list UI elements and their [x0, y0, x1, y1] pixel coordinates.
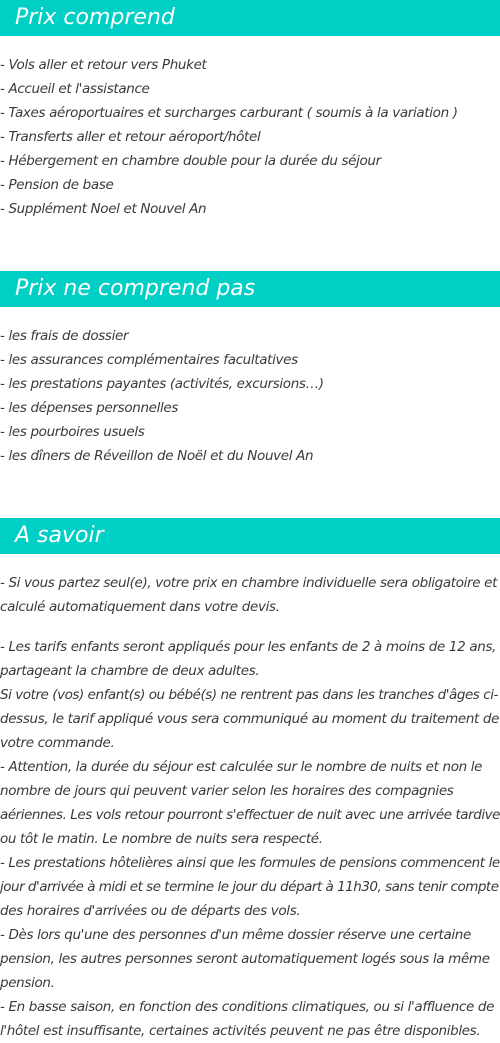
info-line: - Les prestations hôtelières ainsi que les formules de pensions commencent le: [0, 855, 500, 871]
list-item: - Taxes aéroportuaires et surcharges carburant ( soumis à la variation ): [0, 105, 458, 121]
list-item: - Pension de base: [0, 177, 114, 193]
info-line: jour d'arrivée à midi et se termine le jour du départ à 11h30, sans tenir compte: [0, 879, 499, 895]
included-list: [0, 53, 500, 221]
info-line: Si votre (vos) enfant(s) ou bébé(s) ne rentrent pas dans les tranches d'âges ci-: [0, 687, 498, 703]
list-item: - les assurances complémentaires facultatives: [0, 352, 298, 368]
info-line: - Si vous partez seul(e), votre prix en chambre individuelle sera obligatoire et: [0, 575, 498, 591]
section-header-a-savoir: [0, 518, 500, 554]
info-line: nombre de jours qui peuvent varier selon les horaires des compagnies: [0, 783, 454, 799]
info-line: l'hôtel est insuffisante, certaines activités peuvent ne pas être disponibles.: [0, 1023, 481, 1039]
info-line: - Les tarifs enfants seront appliqués pour les enfants de 2 à moins de 12 ans,: [0, 639, 497, 655]
info-line: dessus, le tarif appliqué vous sera communiqué au moment du traitement de: [0, 711, 500, 727]
list-item: - Hébergement en chambre double pour la durée du séjour: [0, 153, 381, 169]
info-line: - Attention, la durée du séjour est calculée sur le nombre de nuits et non le: [0, 759, 483, 775]
excluded-list: [0, 324, 500, 468]
info-line: pension.: [0, 975, 55, 991]
list-item: - Transferts aller et retour aéroport/hôtel: [0, 129, 261, 145]
info-line: - Dès lors qu'une des personnes d'un même dossier réserve une certaine: [0, 927, 471, 943]
info-line: calculé automatiquement dans votre devis.: [0, 599, 280, 615]
section-title: Prix ne comprend pas: [15, 276, 256, 301]
list-item: - Accueil et l'assistance: [0, 81, 150, 97]
info-line: votre commande.: [0, 735, 115, 751]
section-title: Prix comprend: [15, 5, 175, 30]
info-line: des horaires d'arrivées ou de départs des vols.: [0, 903, 301, 919]
info-line: - En basse saison, en fonction des conditions climatiques, ou si l'affluence de: [0, 999, 495, 1015]
info-line: partageant la chambre de deux adultes.: [0, 663, 260, 679]
list-item: - Supplément Noel et Nouvel An: [0, 201, 207, 217]
info-text-block: [0, 571, 500, 1043]
list-item: - les pourboires usuels: [0, 424, 145, 440]
list-item: - les prestations payantes (activités, excursions…): [0, 376, 324, 392]
list-item: - les frais de dossier: [0, 328, 129, 344]
info-line: aériennes. Les vols retour pourront s'effectuer de nuit avec une arrivée tardive: [0, 807, 500, 823]
section-title: A savoir: [15, 523, 104, 548]
list-item: - les dîners de Réveillon de Noël et du Nouvel An: [0, 448, 314, 464]
section-header-prix-comprend: [0, 0, 500, 36]
section-header-prix-ne-comprend-pas: [0, 271, 500, 307]
list-item: - les dépenses personnelles: [0, 400, 179, 416]
info-line: ou tôt le matin. Le nombre de nuits sera respecté.: [0, 831, 323, 847]
info-line: pension, les autres personnes seront automatiquement logés sous la même: [0, 951, 490, 967]
list-item: - Vols aller et retour vers Phuket: [0, 57, 207, 73]
